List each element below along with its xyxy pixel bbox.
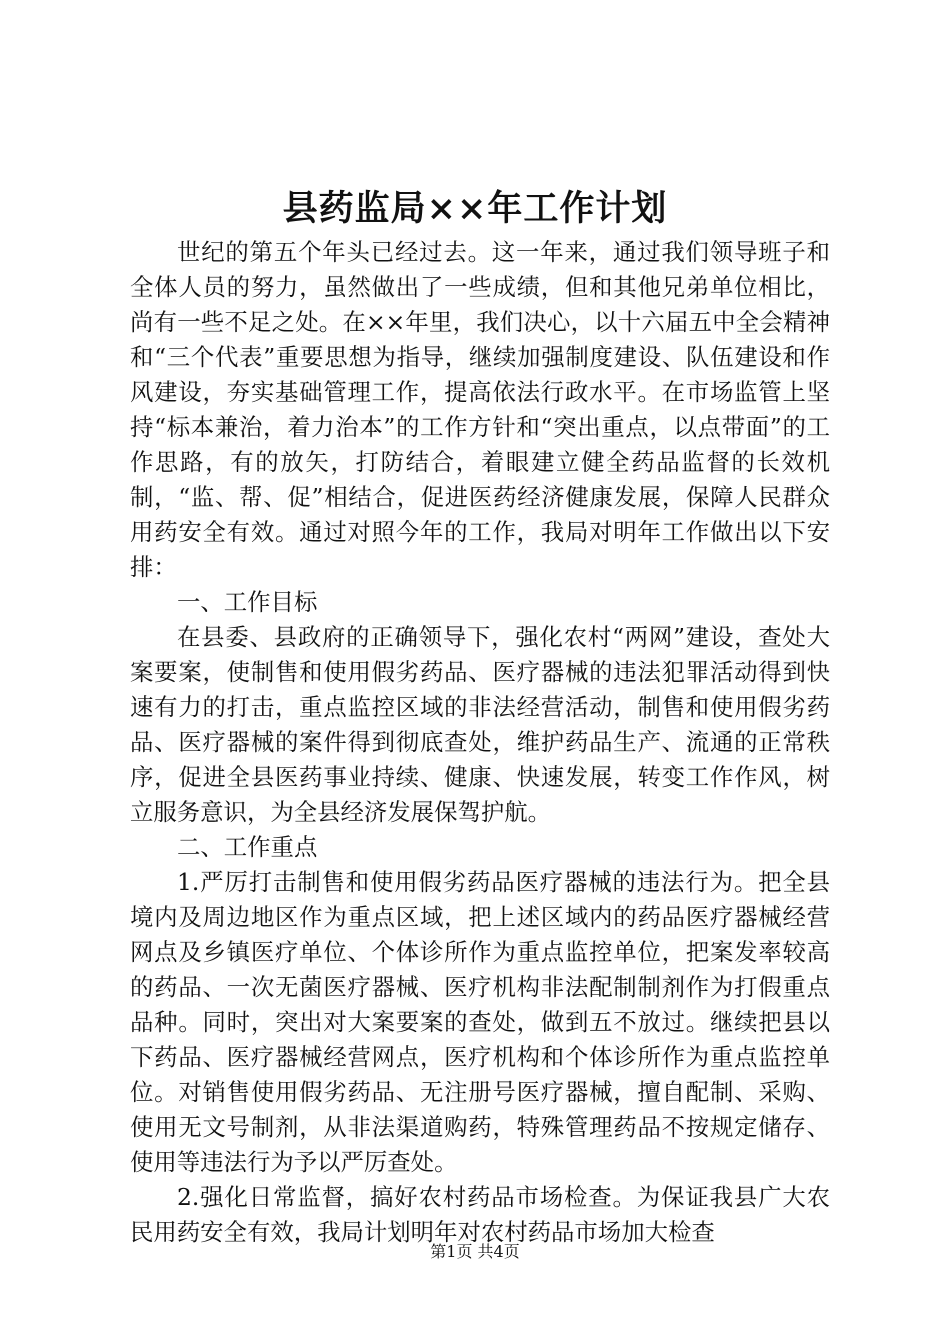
- intro-paragraph: 世纪的第五个年头已经过去。这一年来，通过我们领导班子和全体人员的努力，虽然做出了一些成绩，但和其他兄弟单位相比，尚有一些不足之处。在××年里，我们决心，以十六届五中全会精神和“三个代表”重要思想为指导，继续加强制度建设、队伍建设和作风建设，夯实基础管理工作，提高依法行政水平。在市场监管上坚持“标本兼治，着力治本”的工作方针和“突出重点，以点带面”的工作思路，有的放矢，打防结合，着眼建立健全药品监督的长效机制，“监、帮、促”相结合，促进医药经济健康发展，保障人民群众用药安全有效。通过对照今年的工作，我局对明年工作做出以下安排：: [130, 238, 830, 581]
- document-body: [130, 235, 830, 1250]
- priority-item-2: 2.强化日常监督，搞好农村药品市场检查。为保证我县广大农民用药安全有效，我局计划明年对农村药品市场加大检查: [130, 1183, 830, 1246]
- priority-item-1: 1.严厉打击制售和使用假劣药品医疗器械的违法行为。把全县境内及周边地区作为重点区域，把上述区域内的药品医疗器械经营网点及乡镇医疗单位、个体诊所作为重点监控单位，把案发率较高的药品、一次无菌医疗器械、医疗机构非法配制制剂作为打假重点品种。同时，突出对大案要案的查处，做到五不放过。继续把县以下药品、医疗器械经营网点，医疗机构和个体诊所作为重点监控单位。对销售使用假劣药品、无注册号医疗器械，擅自配制、采购、使用无文号制剂，从非法渠道购药，特殊管理药品不按规定储存、使用等违法行为予以严厉查处。: [130, 868, 830, 1176]
- section-heading-goals: 一、工作目标: [177, 588, 318, 616]
- goals-paragraph: 在县委、县政府的正确领导下，强化农村“两网”建设，查处大案要案，使制售和使用假劣药品、医疗器械的违法犯罪活动得到快速有力的打击，重点监控区域的非法经营活动，制售和使用假劣药品、医疗器械的案件得到彻底查处，维护药品生产、流通的正常秩序，促进全县医药事业持续、健康、快速发展，转变工作作风，树立服务意识，为全县经济发展保驾护航。: [130, 623, 830, 826]
- page-footer: 第1页 共4页: [430, 1242, 520, 1261]
- document-title: 县药监局××年工作计划: [282, 188, 668, 229]
- section-heading-priorities: 二、工作重点: [177, 833, 318, 861]
